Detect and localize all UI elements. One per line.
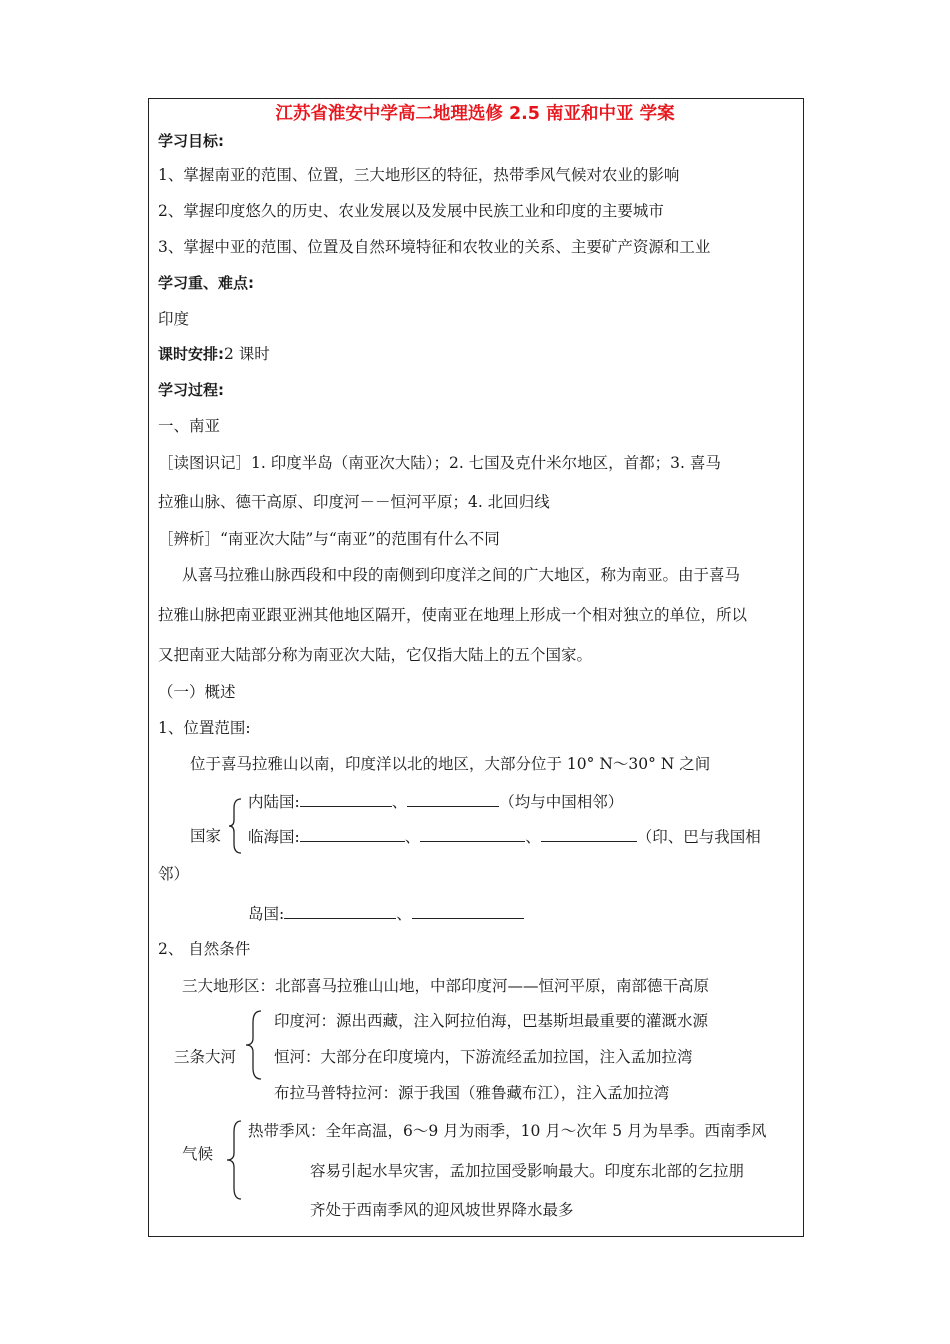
objective-item-2: 2、掌握印度悠久的历史、农业发展以及发展中民族工业和印度的主要城市 bbox=[158, 202, 664, 220]
rivers-brace bbox=[244, 1010, 262, 1080]
countries-brace bbox=[228, 798, 242, 854]
coastal-blank-1[interactable] bbox=[300, 826, 405, 842]
separator: 、 bbox=[391, 793, 408, 811]
rivers-label: 三条大河 bbox=[174, 1048, 237, 1066]
analysis-line-2: 拉雅山脉把南亚跟亚洲其他地区隔开，使南亚在地理上形成一个相对独立的单位，所以 bbox=[158, 606, 748, 624]
location-heading: 1、位置范围: bbox=[158, 719, 251, 737]
location-text: 位于喜马拉雅山以南，印度洋以北的地区，大部分位于 10° N～30° N 之间 bbox=[190, 755, 711, 773]
schedule-line bbox=[158, 344, 270, 364]
climate-line-1: 热带季风：全年高温，6～9 月为雨季，10 月～次年 5 月为旱季。西南季风 bbox=[248, 1122, 767, 1140]
climate-label: 气候 bbox=[182, 1145, 214, 1163]
island-blank-2[interactable] bbox=[412, 903, 524, 919]
objectives-heading: 学习目标: bbox=[158, 132, 224, 150]
coastal-label: 临海国: bbox=[248, 828, 300, 846]
inland-blank-2[interactable] bbox=[407, 791, 499, 807]
key-points-text: 印度 bbox=[158, 310, 190, 328]
climate-line-2: 容易引起水旱灾害，孟加拉国受影响最大。印度东北部的乞拉朋 bbox=[310, 1162, 745, 1180]
coastal-note-cont: 邻） bbox=[158, 865, 190, 883]
inland-note: （均与中国相邻） bbox=[499, 793, 624, 811]
coastal-blank-2[interactable] bbox=[420, 826, 525, 842]
read-map-line-1: ［读图识记］1. 印度半岛（南亚次大陆）；2. 七国及克什米尔地区，首都；3. 喜马 bbox=[158, 454, 721, 472]
terrain-text: 三大地形区：北部喜马拉雅山山地，中部印度河——恒河平原，南部德干高原 bbox=[182, 977, 710, 995]
coastal-note: （印、巴与我国相 bbox=[636, 828, 761, 846]
island-row bbox=[248, 903, 524, 924]
process-heading: 学习过程: bbox=[158, 381, 224, 399]
island-label: 岛国: bbox=[248, 905, 285, 923]
island-blank-1[interactable] bbox=[284, 903, 396, 919]
river-indus: 印度河：源出西藏，注入阿拉伯海，巴基斯坦最重要的灌溉水源 bbox=[274, 1012, 709, 1030]
coastal-row bbox=[248, 826, 761, 847]
separator: 、 bbox=[525, 828, 541, 846]
analysis-question: ［辨析］“南亚次大陆”与“南亚”的范围有什么不同 bbox=[158, 530, 500, 548]
river-ganges: 恒河：大部分在印度境内，下游流经孟加拉国，注入孟加拉湾 bbox=[274, 1048, 693, 1066]
separator: 、 bbox=[404, 828, 421, 846]
river-brahmaputra: 布拉马普特拉河：源于我国（雅鲁藏布江），注入孟加拉湾 bbox=[274, 1084, 670, 1102]
coastal-blank-3[interactable] bbox=[541, 826, 637, 842]
schedule-heading: 课时安排: bbox=[158, 345, 224, 363]
objective-item-1: 1、掌握南亚的范围、位置，三大地形区的特征，热带季风气候对农业的影响 bbox=[158, 166, 680, 184]
climate-line-3: 齐处于西南季风的迎风坡世界降水最多 bbox=[310, 1201, 574, 1219]
analysis-line-3: 又把南亚大陆部分称为南亚次大陆，它仅指大陆上的五个国家。 bbox=[158, 646, 593, 664]
section-south-asia: 一、南亚 bbox=[158, 417, 221, 435]
countries-label: 国家 bbox=[190, 827, 222, 845]
overview-heading: （一）概述 bbox=[158, 683, 236, 701]
key-points-heading: 学习重、难点: bbox=[158, 274, 254, 292]
inland-blank-1[interactable] bbox=[300, 791, 392, 807]
climate-brace bbox=[226, 1120, 242, 1200]
schedule-text: 2 课时 bbox=[224, 345, 270, 363]
analysis-line-1: 从喜马拉雅山脉西段和中段的南侧到印度洋之间的广大地区，称为南亚。由于喜马 bbox=[182, 566, 741, 584]
read-map-line-2: 拉雅山脉、德干高原、印度河－－恒河平原；4. 北回归线 bbox=[158, 493, 550, 511]
objective-item-3: 3、掌握中亚的范围、位置及自然环境特征和农牧业的关系、主要矿产资源和工业 bbox=[158, 238, 711, 256]
inland-row bbox=[248, 791, 623, 812]
separator: 、 bbox=[396, 905, 412, 923]
natural-heading: 2、 自然条件 bbox=[158, 940, 251, 958]
inland-label: 内陆国: bbox=[248, 793, 300, 811]
page-title: 江苏省淮安中学高二地理选修 2.5 南亚和中亚 学案 bbox=[275, 104, 675, 124]
